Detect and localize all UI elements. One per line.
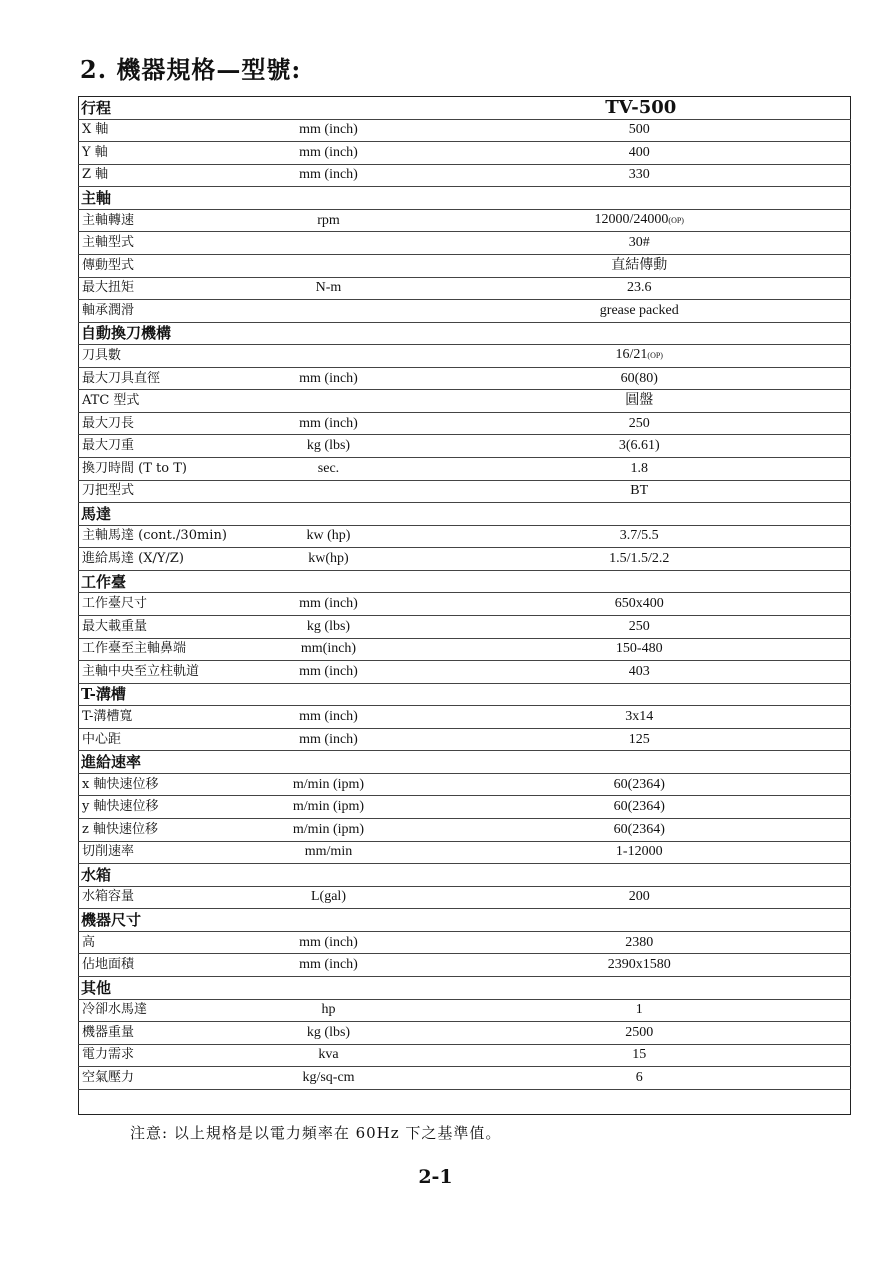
spec-unit: kva <box>249 1044 449 1067</box>
spec-value-cell <box>449 142 851 165</box>
spec-value-cell <box>449 615 851 638</box>
spec-row <box>79 593 851 616</box>
spec-unit <box>249 390 449 413</box>
model-name <box>449 864 851 887</box>
spec-value-cell <box>449 999 851 1022</box>
spec-row <box>79 480 851 503</box>
spec-label: 主軸轉速 <box>79 209 249 232</box>
spec-value: grease packed <box>599 302 679 318</box>
spec-label: 電力需求 <box>79 1044 249 1067</box>
spec-value: 400 <box>628 144 650 160</box>
spec-unit: kg (lbs) <box>249 435 449 458</box>
spec-value: 2390x1580 <box>607 957 671 973</box>
section-header-row <box>79 909 851 932</box>
spec-value: 2500 <box>625 1024 654 1040</box>
spec-row <box>79 209 851 232</box>
spec-row <box>79 1044 851 1067</box>
section-spacer <box>249 503 449 526</box>
section-title: T-溝槽 <box>79 683 249 706</box>
spec-label: 機器重量 <box>79 1022 249 1045</box>
section-spacer <box>249 322 449 345</box>
spec-unit: L(gal) <box>249 886 449 909</box>
spec-row <box>79 1067 851 1090</box>
spec-unit: m/min (ipm) <box>249 773 449 796</box>
spec-value: 1-12000 <box>615 844 663 860</box>
spec-value-cell <box>449 661 851 684</box>
frequency-note: 注意: 以上規格是以電力頻率在 60Hz 下之基準值。 <box>130 1124 502 1142</box>
section-spacer <box>249 909 449 932</box>
section-title: 工作臺 <box>79 570 249 593</box>
spec-value-cell <box>449 706 851 729</box>
spec-value: 60(2364) <box>613 821 665 837</box>
spec-label: Y 軸 <box>79 142 249 165</box>
spec-row <box>79 728 851 751</box>
spec-value-cell <box>449 458 851 481</box>
spec-row <box>79 615 851 638</box>
spec-value-cell <box>449 548 851 571</box>
section-header-row <box>79 570 851 593</box>
spec-row <box>79 525 851 548</box>
section-header-row <box>79 97 851 120</box>
section-spacer <box>249 976 449 999</box>
spec-value: 3x14 <box>625 708 654 724</box>
spec-value: 60(2364) <box>613 799 665 815</box>
section-title: 進給速率 <box>79 751 249 774</box>
spec-label: 軸承潤滑 <box>79 300 249 323</box>
spec-unit: mm (inch) <box>249 728 449 751</box>
spec-value-cell <box>449 232 851 255</box>
spec-row <box>79 819 851 842</box>
spec-label: x 軸快速位移 <box>79 773 249 796</box>
section-header-row <box>79 322 851 345</box>
spec-row <box>79 300 851 323</box>
spec-value-cell <box>449 1067 851 1090</box>
section-spacer <box>249 751 449 774</box>
spec-row <box>79 773 851 796</box>
spec-row <box>79 345 851 368</box>
spec-value: BT <box>630 483 649 499</box>
spec-value-cell <box>449 209 851 232</box>
spec-unit: mm (inch) <box>249 954 449 977</box>
spec-unit: mm (inch) <box>249 931 449 954</box>
spec-value-cell <box>449 841 851 864</box>
spec-value-cell <box>449 277 851 300</box>
section-header-row <box>79 187 851 210</box>
spec-value-cell <box>449 886 851 909</box>
model-name: TV-500 <box>449 97 851 120</box>
spec-label: 最大扭矩 <box>79 277 249 300</box>
spec-label: 主軸中央至立柱軌道 <box>79 661 249 684</box>
spec-unit: sec. <box>249 458 449 481</box>
spec-row <box>79 999 851 1022</box>
spec-label: T-溝槽寬 <box>79 706 249 729</box>
blank-row <box>79 1089 851 1114</box>
spec-value: 250 <box>628 415 650 431</box>
spec-value-cell <box>449 954 851 977</box>
spec-unit: mm (inch) <box>249 706 449 729</box>
spec-value: 1.8 <box>630 460 648 476</box>
spec-value: 6 <box>635 1069 643 1085</box>
spec-row <box>79 435 851 458</box>
spec-value: 60(2364) <box>613 776 665 792</box>
spec-value-cell <box>449 412 851 435</box>
spec-value: 圓盤 <box>625 393 654 409</box>
option-suffix: (OP) <box>668 216 684 226</box>
spec-unit: mm (inch) <box>249 119 449 142</box>
spec-unit: rpm <box>249 209 449 232</box>
spec-value: 12000/24000 <box>594 212 669 228</box>
section-header-row <box>79 751 851 774</box>
spec-unit <box>249 300 449 323</box>
spec-label: 高 <box>79 931 249 954</box>
spec-value-cell <box>449 367 851 390</box>
spec-row <box>79 367 851 390</box>
spec-value: 330 <box>628 167 650 183</box>
spec-label: 中心距 <box>79 728 249 751</box>
spec-unit: kg (lbs) <box>249 1022 449 1045</box>
spec-value-cell <box>449 728 851 751</box>
spec-label: 最大刀長 <box>79 412 249 435</box>
spec-value-cell <box>449 931 851 954</box>
spec-unit: N-m <box>249 277 449 300</box>
spec-unit: mm (inch) <box>249 164 449 187</box>
spec-value: 200 <box>628 889 650 905</box>
spec-label: 刀把型式 <box>79 480 249 503</box>
spec-label: 最大刀具直徑 <box>79 367 249 390</box>
spec-unit: mm/min <box>249 841 449 864</box>
spec-value-cell <box>449 390 851 413</box>
spec-row <box>79 390 851 413</box>
spec-unit <box>249 254 449 277</box>
spec-row <box>79 232 851 255</box>
spec-value: 500 <box>628 122 650 138</box>
page-title: 2. 機器規格—型號: <box>80 55 302 84</box>
spec-label: 空氣壓力 <box>79 1067 249 1090</box>
spec-unit: kw (hp) <box>249 525 449 548</box>
section-title: 自動換刀機構 <box>79 322 249 345</box>
spec-row <box>79 661 851 684</box>
section-title: 馬達 <box>79 503 249 526</box>
spec-label: 佔地面積 <box>79 954 249 977</box>
spec-unit: mm (inch) <box>249 412 449 435</box>
spec-table <box>78 96 851 1115</box>
blank-cell <box>79 1089 249 1114</box>
spec-label: 工作臺尺寸 <box>79 593 249 616</box>
section-title: 主軸 <box>79 187 249 210</box>
spec-value: 30# <box>628 235 650 251</box>
spec-value-cell <box>449 345 851 368</box>
spec-row <box>79 796 851 819</box>
spec-row <box>79 164 851 187</box>
spec-label: ATC 型式 <box>79 390 249 413</box>
spec-value: 1 <box>635 1002 643 1018</box>
model-name <box>449 683 851 706</box>
section-header-row <box>79 683 851 706</box>
section-header-row <box>79 503 851 526</box>
spec-value-cell <box>449 1044 851 1067</box>
section-title: 水箱 <box>79 864 249 887</box>
spec-label: 進給馬達 (X/Y/Z) <box>79 548 249 571</box>
spec-label: 冷卻水馬達 <box>79 999 249 1022</box>
spec-value-cell <box>449 638 851 661</box>
spec-row <box>79 1022 851 1045</box>
model-name <box>449 570 851 593</box>
spec-value-cell <box>449 819 851 842</box>
spec-value: 2380 <box>625 934 654 950</box>
section-title: 其他 <box>79 976 249 999</box>
spec-value: 1.5/1.5/2.2 <box>609 551 670 567</box>
model-name <box>449 751 851 774</box>
blank-cell <box>249 1089 449 1114</box>
spec-label: z 軸快速位移 <box>79 819 249 842</box>
spec-value-cell <box>449 525 851 548</box>
section-spacer <box>249 97 449 120</box>
spec-unit: mm (inch) <box>249 661 449 684</box>
page-number: 2-1 <box>418 1166 453 1188</box>
spec-value: 125 <box>628 731 650 747</box>
spec-row <box>79 886 851 909</box>
section-spacer <box>249 187 449 210</box>
spec-unit: mm(inch) <box>249 638 449 661</box>
spec-value: 3(6.61) <box>618 438 660 454</box>
spec-value: 直結傳動 <box>611 257 668 273</box>
spec-label: y 軸快速位移 <box>79 796 249 819</box>
spec-label: 主軸馬達 (cont./30min) <box>79 525 249 548</box>
spec-row <box>79 412 851 435</box>
spec-label: 切削速率 <box>79 841 249 864</box>
section-title: 行程 <box>79 97 249 120</box>
spec-row <box>79 931 851 954</box>
spec-value-cell <box>449 300 851 323</box>
model-name <box>449 909 851 932</box>
spec-label: 主軸型式 <box>79 232 249 255</box>
spec-unit: kg/sq-cm <box>249 1067 449 1090</box>
section-header-row <box>79 864 851 887</box>
spec-unit: kg (lbs) <box>249 615 449 638</box>
spec-value-cell <box>449 435 851 458</box>
section-header-row <box>79 976 851 999</box>
spec-value: 60(80) <box>620 370 658 386</box>
spec-row <box>79 458 851 481</box>
spec-row <box>79 954 851 977</box>
spec-label: X 軸 <box>79 119 249 142</box>
model-name <box>449 503 851 526</box>
section-spacer <box>249 683 449 706</box>
spec-value: 150-480 <box>615 641 663 657</box>
spec-label: 最大載重量 <box>79 615 249 638</box>
spec-value: 16/21 <box>615 347 648 363</box>
spec-label: 水箱容量 <box>79 886 249 909</box>
spec-value-cell <box>449 1022 851 1045</box>
spec-value-cell <box>449 480 851 503</box>
option-suffix: (OP) <box>647 351 663 361</box>
spec-row <box>79 142 851 165</box>
spec-unit: m/min (ipm) <box>249 796 449 819</box>
model-name <box>449 187 851 210</box>
spec-row <box>79 841 851 864</box>
spec-row <box>79 706 851 729</box>
blank-cell <box>449 1089 851 1114</box>
spec-label: 最大刀重 <box>79 435 249 458</box>
spec-value-cell <box>449 254 851 277</box>
spec-value-cell <box>449 796 851 819</box>
spec-unit: hp <box>249 999 449 1022</box>
spec-value: 15 <box>632 1047 647 1063</box>
spec-unit: mm (inch) <box>249 593 449 616</box>
spec-unit: m/min (ipm) <box>249 819 449 842</box>
model-name <box>449 322 851 345</box>
spec-value-cell <box>449 773 851 796</box>
spec-row <box>79 254 851 277</box>
spec-unit: kw(hp) <box>249 548 449 571</box>
spec-label: Z 軸 <box>79 164 249 187</box>
spec-row <box>79 277 851 300</box>
spec-value-cell <box>449 164 851 187</box>
section-title: 機器尺寸 <box>79 909 249 932</box>
spec-value-cell <box>449 593 851 616</box>
spec-value: 23.6 <box>627 280 652 296</box>
spec-label: 刀具數 <box>79 345 249 368</box>
spec-value: 650x400 <box>614 596 664 612</box>
spec-label: 工作臺至主軸鼻端 <box>79 638 249 661</box>
spec-value: 3.7/5.5 <box>619 528 659 544</box>
spec-value: 403 <box>628 663 650 679</box>
spec-value-cell <box>449 119 851 142</box>
section-spacer <box>249 864 449 887</box>
spec-row <box>79 638 851 661</box>
spec-label: 傳動型式 <box>79 254 249 277</box>
spec-unit: mm (inch) <box>249 142 449 165</box>
model-name <box>449 976 851 999</box>
section-spacer <box>249 570 449 593</box>
spec-row <box>79 119 851 142</box>
spec-row <box>79 548 851 571</box>
spec-unit <box>249 345 449 368</box>
spec-label: 換刀時間 (T to T) <box>79 458 249 481</box>
spec-value: 250 <box>628 618 650 634</box>
spec-unit <box>249 480 449 503</box>
spec-unit <box>249 232 449 255</box>
spec-unit: mm (inch) <box>249 367 449 390</box>
